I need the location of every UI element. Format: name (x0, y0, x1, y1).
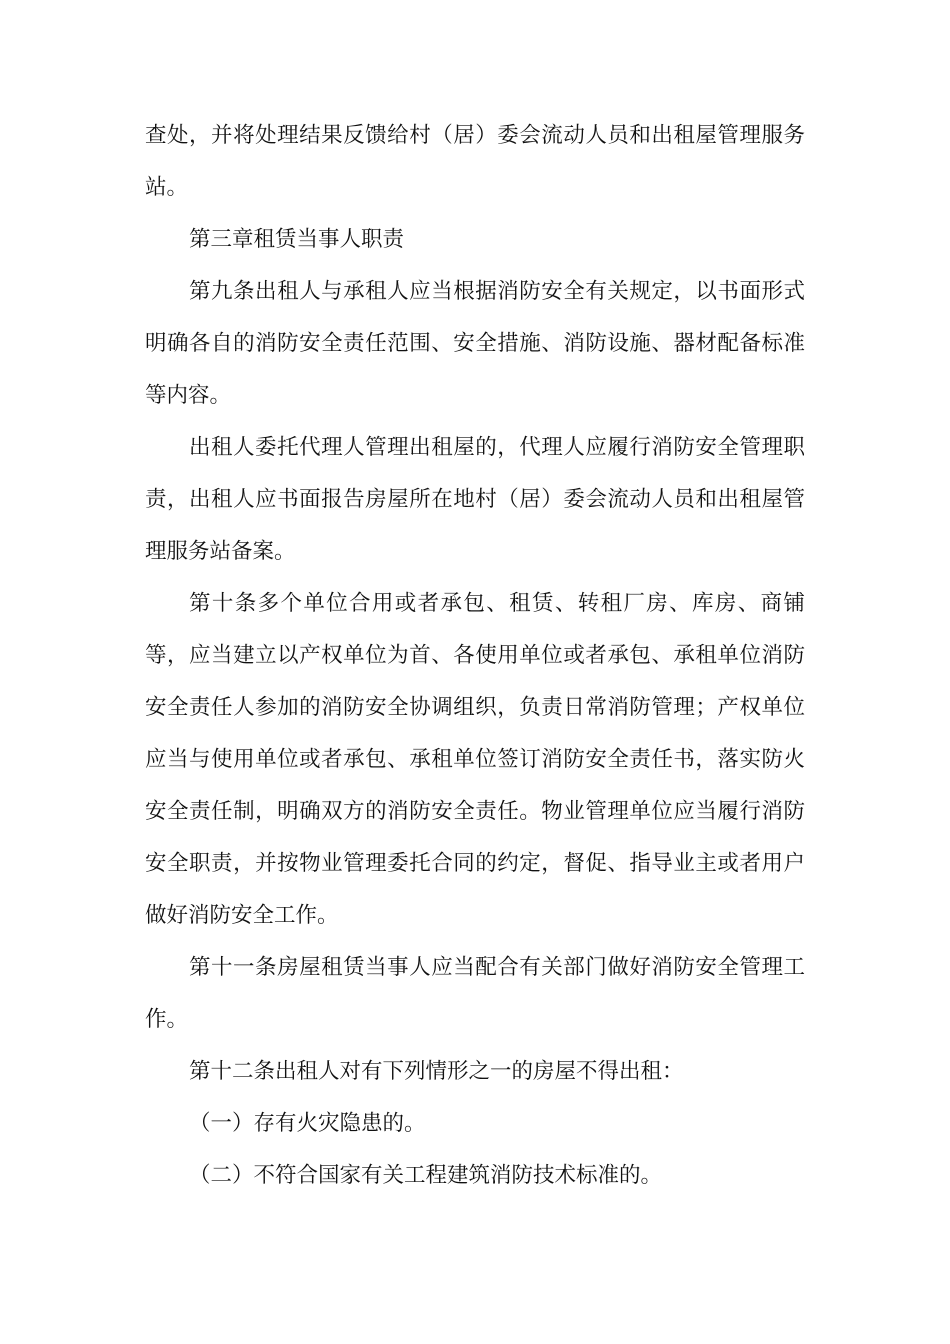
article-10: 第十条多个单位合用或者承包、租赁、转租厂房、库房、商铺等，应当建立以产权单位为首、各使用单位或者承包、承租单位消防安全责任人参加的消防安全协调组织，负责日常消防管理；产权单位应当与使用单位或者承包、承租单位签订消防安全责任书，落实防火安全责任制，明确双方的消防安全责任。物业管理单位应当履行消防安全职责，并按物业管理委托合同的约定，督促、指导业主或者用户做好消防安全工作。 (145, 591, 805, 928)
list-item-2: （二）不符合国家有关工程建筑消防技术标准的。 (189, 1163, 663, 1188)
document-body (145, 110, 805, 1202)
paragraph-continuation: 查处，并将处理结果反馈给村（居）委会流动人员和出租屋管理服务站。 (145, 123, 805, 200)
article-9: 第九条出租人与承租人应当根据消防安全有关规定，以书面形式明确各自的消防安全责任范围、安全措施、消防设施、器材配备标准等内容。 (145, 279, 805, 408)
article-11: 第十一条房屋租赁当事人应当配合有关部门做好消防安全管理工作。 (145, 955, 805, 1032)
chapter-heading: 第三章租赁当事人职责 (189, 227, 405, 252)
list-item-1: （一）存有火灾隐患的。 (189, 1111, 426, 1136)
article-12: 第十二条出租人对有下列情形之一的房屋不得出租： (189, 1059, 684, 1084)
article-9-paragraph-2: 出租人委托代理人管理出租屋的，代理人应履行消防安全管理职责，出租人应书面报告房屋所在地村（居）委会流动人员和出租屋管理服务站备案。 (145, 435, 805, 564)
